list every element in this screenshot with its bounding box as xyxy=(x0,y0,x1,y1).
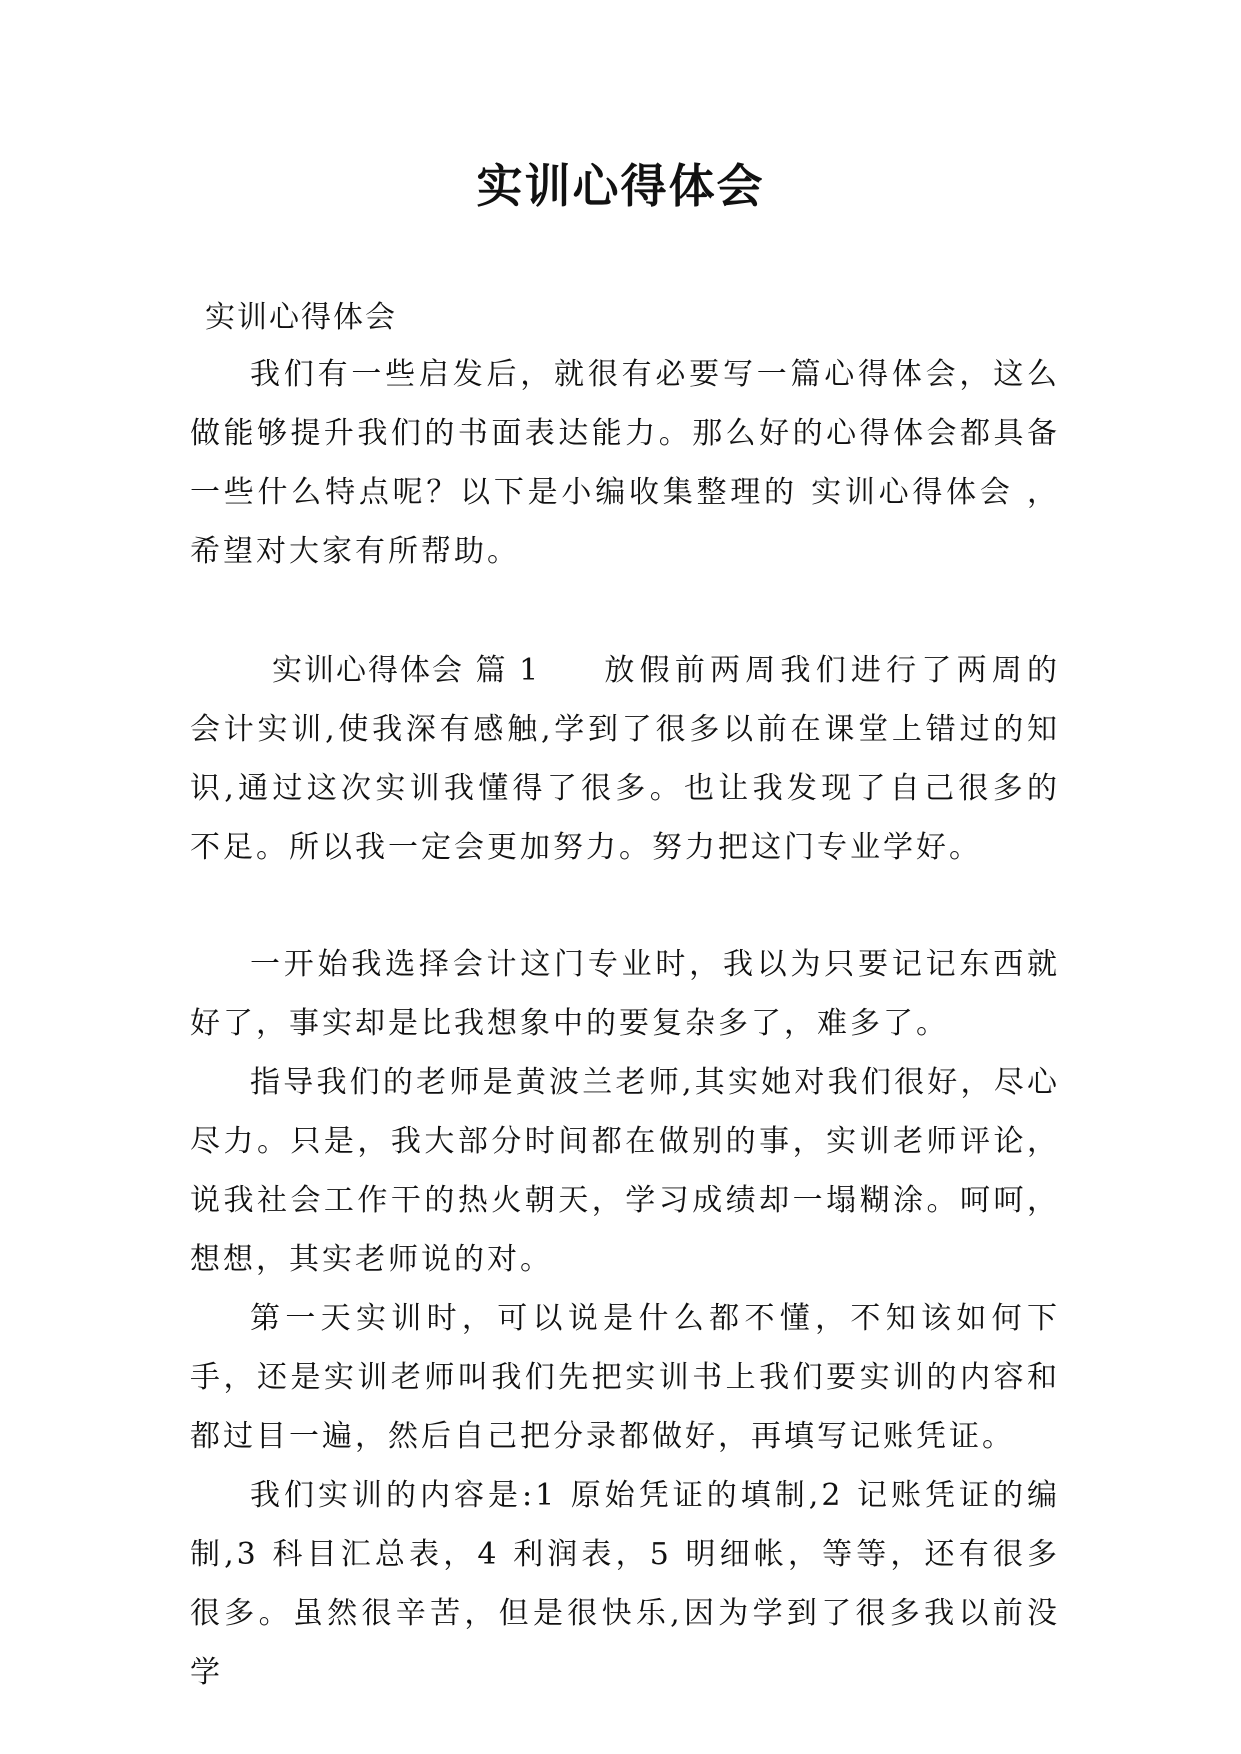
intro-block xyxy=(190,345,1060,581)
section-1 xyxy=(190,641,1060,877)
document-title: 实训心得体会 xyxy=(476,159,765,213)
section-first-paragraph: 放假前两周我们进行了两周的会计实训,使我深有感触,学到了很多以前在课堂上错过的知识,通过这次实训我懂得了很多。也让我发现了自己很多的不足。所以我一定会更加努力。努力把这门专业学好。 xyxy=(190,653,1060,865)
body-paragraph: 我们实训的内容是:1 原始凭证的填制,2 记账凭证的编制,3 科目汇总表，4 利润表，5 明细帐，等等，还有很多很多。虽然很辛苦，但是很快乐,因为学到了很多我以前没学 xyxy=(190,1478,1060,1690)
body-paragraphs xyxy=(190,935,1060,1702)
section-label: 实训心得体会 篇 1 xyxy=(272,653,541,688)
body-paragraph: 第一天实训时，可以说是什么都不懂，不知该如何下手，还是实训老师叫我们先把实训书上我们要实训的内容和都过目一遍，然后自己把分录都做好，再填写记账凭证。 xyxy=(190,1301,1060,1454)
document-subtitle: 实训心得体会 xyxy=(205,300,397,335)
body-paragraph: 一开始我选择会计这门专业时，我以为只要记记东西就好了，事实却是比我想象中的要复杂多了，难多了。 xyxy=(190,947,1060,1041)
intro-paragraph: 我们有一些启发后，就很有必要写一篇心得体会，这么做能够提升我们的书面表达能力。那么好的心得体会都具备一些什么特点呢？以下是小编收集整理的 实训心得体会 ，希望对大家有所帮助。 xyxy=(190,357,1060,569)
body-paragraph: 指导我们的老师是黄波兰老师,其实她对我们很好，尽心尽力。只是，我大部分时间都在做别的事，实训老师评论，说我社会工作干的热火朝天，学习成绩却一塌糊涂。呵呵，想想，其实老师说的对。 xyxy=(190,1065,1060,1277)
